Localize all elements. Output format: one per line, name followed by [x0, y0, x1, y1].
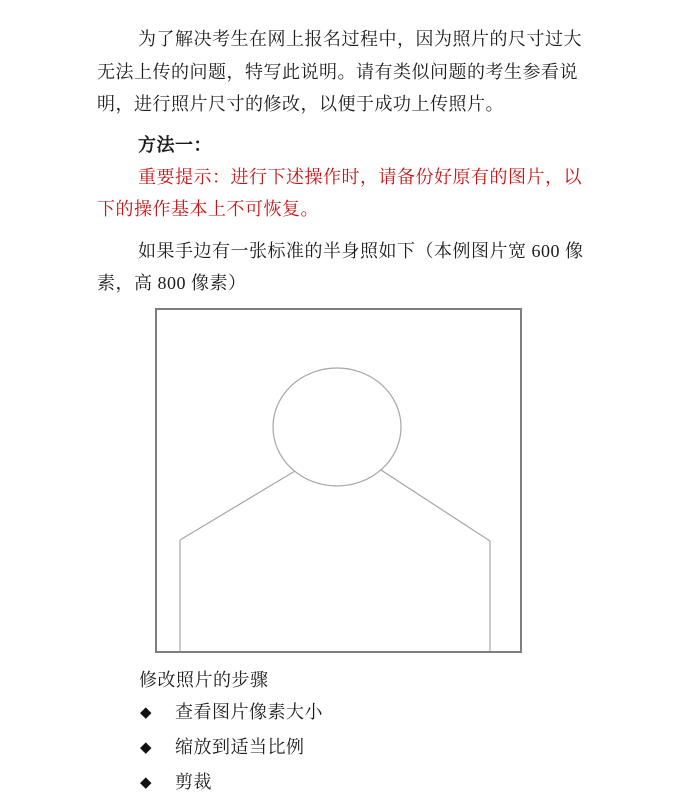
photo-intro-line-1: 如果手边有一张标准的半身照如下（本例图片宽 600 像: [138, 241, 584, 261]
head-circle: [273, 368, 401, 486]
right-shoulder-line: [381, 470, 490, 541]
step-item: [140, 736, 305, 758]
intro-line-1: 为了解决考生在网上报名过程中，因为照片的尺寸过大: [138, 29, 582, 49]
method-one-heading: 方法一：: [138, 135, 212, 155]
step-item: [140, 701, 323, 723]
warning-line-2: 下的操作基本上不可恢复。: [97, 199, 319, 219]
intro-line-2: 无法上传的问题，特写此说明。请有类似问题的考生参看说: [97, 62, 578, 82]
diamond-bullet-icon: ◆: [140, 773, 152, 791]
step-item: [140, 771, 212, 793]
intro-line-3: 明，进行照片尺寸的修改，以便于成功上传照片。: [97, 94, 504, 114]
step-text-scale-ratio: 缩放到适当比例: [175, 737, 305, 757]
diamond-bullet-icon: ◆: [140, 703, 152, 721]
step-text-crop: 剪裁: [175, 772, 212, 792]
step-text-view-pixel-size: 查看图片像素大小: [175, 702, 323, 722]
left-shoulder-line: [180, 471, 295, 540]
portrait-placeholder-drawing: [157, 310, 520, 651]
photo-intro-line-2: 素，高 800 像素）: [97, 273, 247, 293]
diamond-bullet-icon: ◆: [140, 738, 152, 756]
portrait-figure-frame: [155, 308, 522, 653]
figure-caption: 修改照片的步骤: [139, 670, 269, 690]
warning-line-1: 重要提示：进行下述操作时，请备份好原有的图片，以: [138, 167, 582, 187]
